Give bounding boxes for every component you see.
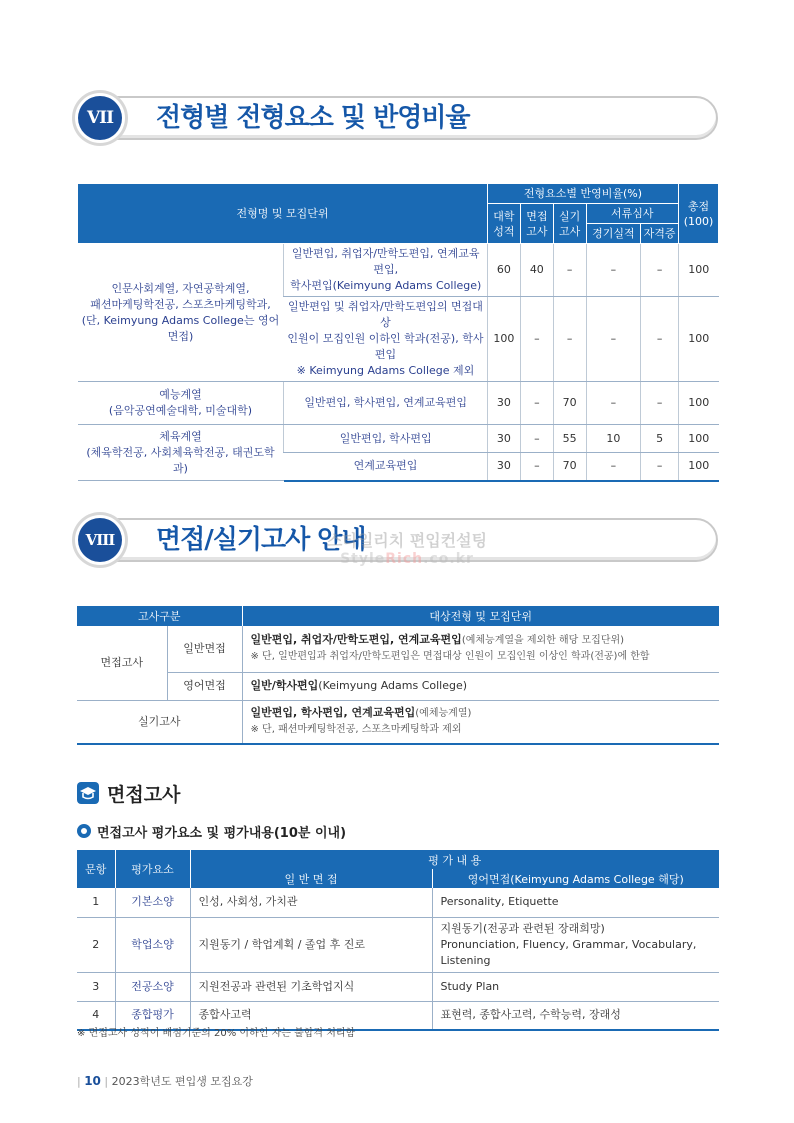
general-cell: 인성, 사회성, 가치관	[190, 888, 432, 917]
val-cell: –	[641, 244, 679, 297]
val-cell: –	[586, 382, 641, 425]
val-cell: 100	[487, 297, 520, 382]
no-cell: 1	[77, 888, 115, 917]
val-cell: 60	[487, 244, 520, 297]
general-target-cell: 일반편입, 취업자/만학도편입, 연계교육편입(예체능계열을 제외한 해당 모집단위) ※ 단, 일반편입과 취업자/만학도편입은 면접대상 인원이 모집인원 이상인 학과(전공)에 한함	[242, 626, 719, 672]
english-cell: 지원동기(전공과 관련된 장래희망) Pronunciation, Fluency, Grammar, Vocabulary, Listening	[432, 917, 719, 972]
th-no: 문항	[77, 850, 115, 888]
section7-header	[72, 90, 718, 146]
no-cell: 2	[77, 917, 115, 972]
element-cell: 기본소양	[115, 888, 190, 917]
english-cell: 표현력, 종합사고력, 수학능력, 장래성	[432, 1001, 719, 1030]
table-row	[77, 972, 719, 1001]
eval-heading-text: 면접고사 평가요소 및 평가내용(10분 이내)	[97, 826, 347, 841]
type-cell: 일반편입, 학사편입, 연계교육편입	[284, 382, 488, 425]
val-cell: –	[586, 297, 641, 382]
graduation-cap-icon	[77, 782, 99, 804]
exam-type-table	[77, 606, 719, 745]
practical-cell: 실기고사	[77, 700, 242, 744]
ratio-table	[77, 183, 719, 482]
th-doc: 서류심사	[586, 204, 678, 224]
interview-heading-text: 면접고사	[107, 784, 181, 806]
fail-note: ※ 면접고사 성적이 배점기준의 20% 이하인 자는 불합격 처리함	[77, 1028, 356, 1039]
th-unit: 전형명 및 모집단위	[78, 184, 488, 244]
section7-title: 전형별 전형요소 및 반영비율	[156, 103, 470, 133]
table-row	[77, 700, 719, 744]
val-cell: –	[641, 382, 679, 425]
th-exam-type: 고사구분	[77, 606, 242, 626]
watermark-line1: 스타일리치 편입컨설팅	[326, 531, 488, 550]
th-target: 대상전형 및 모집단위	[242, 606, 719, 626]
th-total: 총점 (100)	[678, 184, 718, 244]
th-col-2: 실기 고사	[553, 204, 586, 244]
val-cell: 100	[678, 382, 718, 425]
english-target-cell: 일반/학사편입(Keimyung Adams College)	[242, 672, 719, 700]
th-ratio: 전형요소별 반영비율(%)	[487, 184, 678, 204]
section7-numeral: VII	[78, 96, 122, 140]
val-cell: 55	[553, 425, 586, 453]
th-col-0: 대학 성적	[487, 204, 520, 244]
val-cell: 30	[487, 425, 520, 453]
val-cell: –	[553, 297, 586, 382]
val-cell: 70	[553, 453, 586, 481]
table-row	[78, 244, 719, 297]
bullet-icon	[77, 824, 91, 838]
val-cell: 100	[678, 453, 718, 481]
page-number: 10	[84, 1074, 101, 1088]
val-cell: –	[586, 244, 641, 297]
element-cell: 종합평가	[115, 1001, 190, 1030]
val-cell: 100	[678, 244, 718, 297]
watermark-line2: StyleRich.co.kr	[340, 551, 474, 567]
th-general: 일 반 면 접	[190, 869, 432, 888]
element-cell: 전공소양	[115, 972, 190, 1001]
group-cell: 예능계열 (음악공연예술대학, 미술대학)	[78, 382, 284, 425]
val-cell: –	[586, 453, 641, 481]
table-row	[78, 382, 719, 425]
type-cell: 일반편입, 취업자/만학도편입, 연계교육편입, 학사편입(Keimyung Adams College)	[284, 244, 488, 297]
footer-title: 2023학년도 편입생 모집요강	[111, 1075, 253, 1088]
th-content: 평 가 내 용	[190, 850, 719, 869]
val-cell: 70	[553, 382, 586, 425]
section8-numeral: VIII	[78, 518, 122, 562]
th-element: 평가요소	[115, 850, 190, 888]
table-row	[77, 626, 719, 672]
table-row	[78, 425, 719, 453]
section8-title: 면접/실기고사 안내	[156, 525, 366, 555]
val-cell: –	[641, 297, 679, 382]
val-cell: 100	[678, 297, 718, 382]
watermark	[322, 528, 492, 567]
english-cell: Personality, Etiquette	[432, 888, 719, 917]
th-english: 영어면접(Keimyung Adams College 해당)	[432, 869, 719, 888]
val-cell: –	[553, 244, 586, 297]
table-row	[77, 888, 719, 917]
eval-table	[77, 850, 719, 1031]
table-row	[77, 917, 719, 972]
val-cell: 5	[641, 425, 679, 453]
val-cell: –	[520, 297, 553, 382]
val-cell: 100	[678, 425, 718, 453]
type-cell: 일반편입, 학사편입	[284, 425, 488, 453]
page-footer: | 10 | 2023학년도 편입생 모집요강	[77, 1074, 253, 1088]
no-cell: 3	[77, 972, 115, 1001]
val-cell: 30	[487, 382, 520, 425]
th-doc-0: 경기실적	[586, 224, 641, 244]
table-row	[77, 672, 719, 700]
section8-badge	[72, 512, 128, 568]
val-cell: 30	[487, 453, 520, 481]
practical-target-cell: 일반편입, 학사편입, 연계교육편입(예체능계열) ※ 단, 패션마케팅학전공, 스포츠마케팅학과 제외	[242, 700, 719, 744]
type-cell: 일반편입 및 취업자/만학도편입의 면접대상 인원이 모집인원 이하인 학과(전공), 학사편입 ※ Keimyung Adams College 제외	[284, 297, 488, 382]
val-cell: 40	[520, 244, 553, 297]
english-interview-cell: 영어면접	[167, 672, 242, 700]
general-cell: 지원동기 / 학업계획 / 졸업 후 진로	[190, 917, 432, 972]
section7-badge	[72, 90, 128, 146]
val-cell: –	[520, 453, 553, 481]
no-cell: 4	[77, 1001, 115, 1030]
general-cell: 지원전공과 관련된 기초학업지식	[190, 972, 432, 1001]
val-cell: –	[520, 382, 553, 425]
group-cell: 인문사회계열, 자연공학계열, 패션마케팅학전공, 스포츠마케팅학과, (단, Keimyung Adams College는 영어면접)	[78, 244, 284, 382]
element-cell: 학업소양	[115, 917, 190, 972]
general-cell: 종합사고력	[190, 1001, 432, 1030]
type-cell: 연계교육편입	[284, 453, 488, 481]
val-cell: –	[520, 425, 553, 453]
group-cell: 체육계열 (체육학전공, 사회체육학전공, 태권도학과)	[78, 425, 284, 481]
th-doc-1: 자격증	[641, 224, 679, 244]
english-cell: Study Plan	[432, 972, 719, 1001]
th-col-1: 면접 고사	[520, 204, 553, 244]
val-cell: 10	[586, 425, 641, 453]
general-interview-cell: 일반면접	[167, 626, 242, 672]
interview-cell: 면접고사	[77, 626, 167, 700]
val-cell: –	[641, 453, 679, 481]
